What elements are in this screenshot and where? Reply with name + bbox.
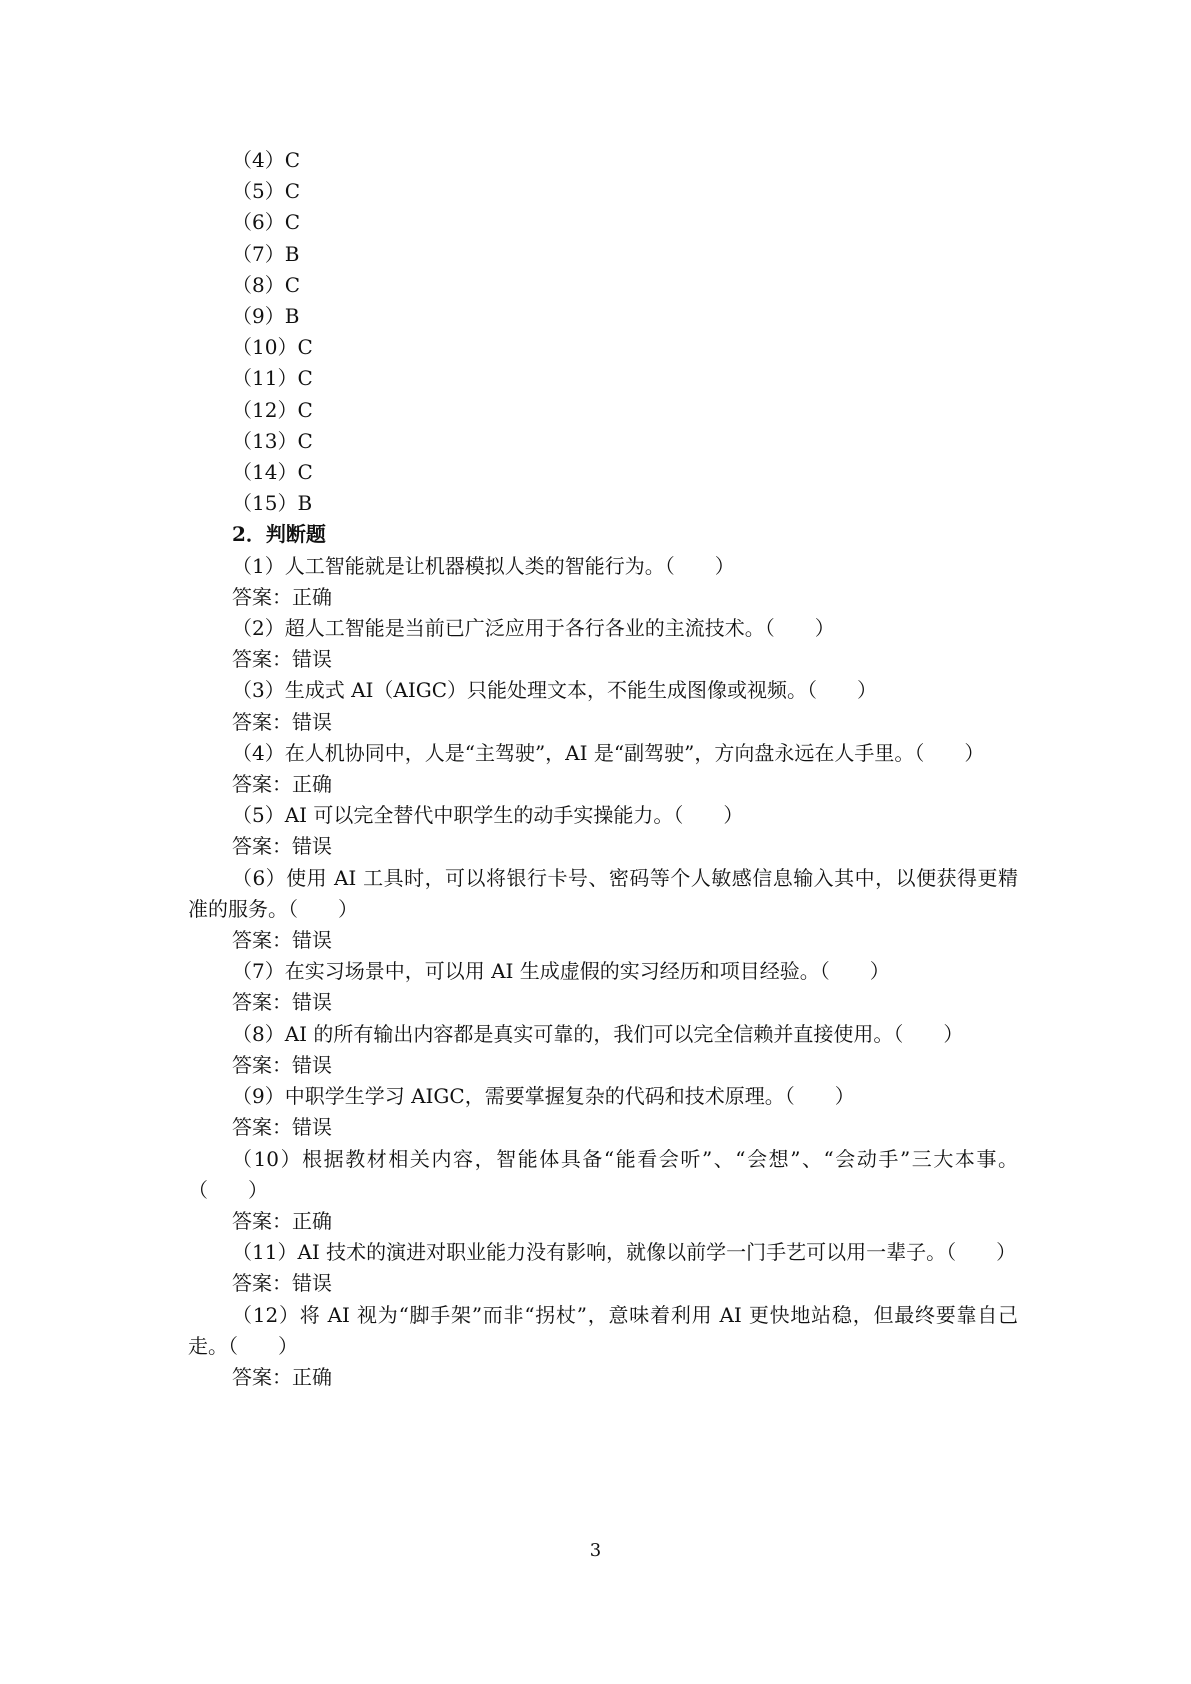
question-answer: 答案：错误 (232, 1115, 332, 1140)
answer-item: （14）C (232, 460, 313, 485)
question-answer: 答案：正确 (232, 1208, 332, 1233)
section-heading: 2．判断题 (232, 522, 326, 547)
question-text: （10）根据教材相关内容，智能体具备“能看会听”、“会想”、“会动手”三大本事。（ ） (188, 1146, 1018, 1202)
question-text: （5）AI 可以完全替代中职学生的动手实操能力。（ ） (232, 803, 744, 828)
answer-item: （12）C (232, 397, 313, 422)
question-answer: 答案：错误 (232, 928, 332, 953)
answer-item: （15）B (232, 491, 313, 516)
question-text: （4）在人机协同中，人是“主驾驶”，AI 是“副驾驶”，方向盘永远在人手里。（ ） (232, 740, 985, 765)
question-text: （7）在实习场景中，可以用 AI 生成虚假的实习经历和项目经验。（ ） (232, 959, 890, 984)
question-answer: 答案：错误 (232, 990, 332, 1015)
question-text: （12）将 AI 视为“脚手架”而非“拐杖”，意味着利用 AI 更快地站稳，但最终要靠自己走。（ ） (188, 1302, 1018, 1358)
question-text: （9）中职学生学习 AIGC，需要掌握复杂的代码和技术原理。（ ） (232, 1084, 855, 1109)
question-text: （11）AI 技术的演进对职业能力没有影响，就像以前学一门手艺可以用一辈子。（ ） (232, 1240, 1017, 1265)
answer-item: （8）C (232, 272, 301, 297)
question-text: （6）使用 AI 工具时，可以将银行卡号、密码等个人敏感信息输入其中，以便获得更精准的服务。（ ） (188, 865, 1018, 921)
answer-item: （11）C (232, 366, 313, 391)
answer-item: （10）C (232, 335, 313, 360)
answer-item: （5）C (232, 179, 301, 204)
question-answer: 答案：错误 (232, 1052, 332, 1077)
answer-item: （4）C (232, 148, 301, 172)
question-text: （1）人工智能就是让机器模拟人类的智能行为。（ ） (232, 553, 735, 578)
page-content (188, 145, 1018, 1393)
question-answer: 答案：错误 (232, 1271, 332, 1296)
question-answer: 答案：正确 (232, 584, 332, 609)
question-text: （3）生成式 AI（AIGC）只能处理文本，不能生成图像或视频。（ ） (232, 678, 878, 703)
question-answer: 答案：错误 (232, 647, 332, 672)
page-number: 3 (589, 1540, 602, 1561)
answer-item: （13）C (232, 428, 313, 453)
question-text: （2）超人工智能是当前已广泛应用于各行各业的主流技术。（ ） (232, 616, 835, 641)
answer-item: （6）C (232, 210, 301, 235)
question-answer: 答案：错误 (232, 834, 332, 859)
question-answer: 答案：正确 (232, 772, 332, 797)
question-text: （8）AI 的所有输出内容都是真实可靠的，我们可以完全信赖并直接使用。（ ） (232, 1021, 964, 1046)
answer-item: （7）B (232, 241, 300, 266)
question-answer: 答案：错误 (232, 709, 332, 734)
question-answer: 答案：正确 (232, 1364, 332, 1389)
answer-item: （9）B (232, 304, 300, 329)
